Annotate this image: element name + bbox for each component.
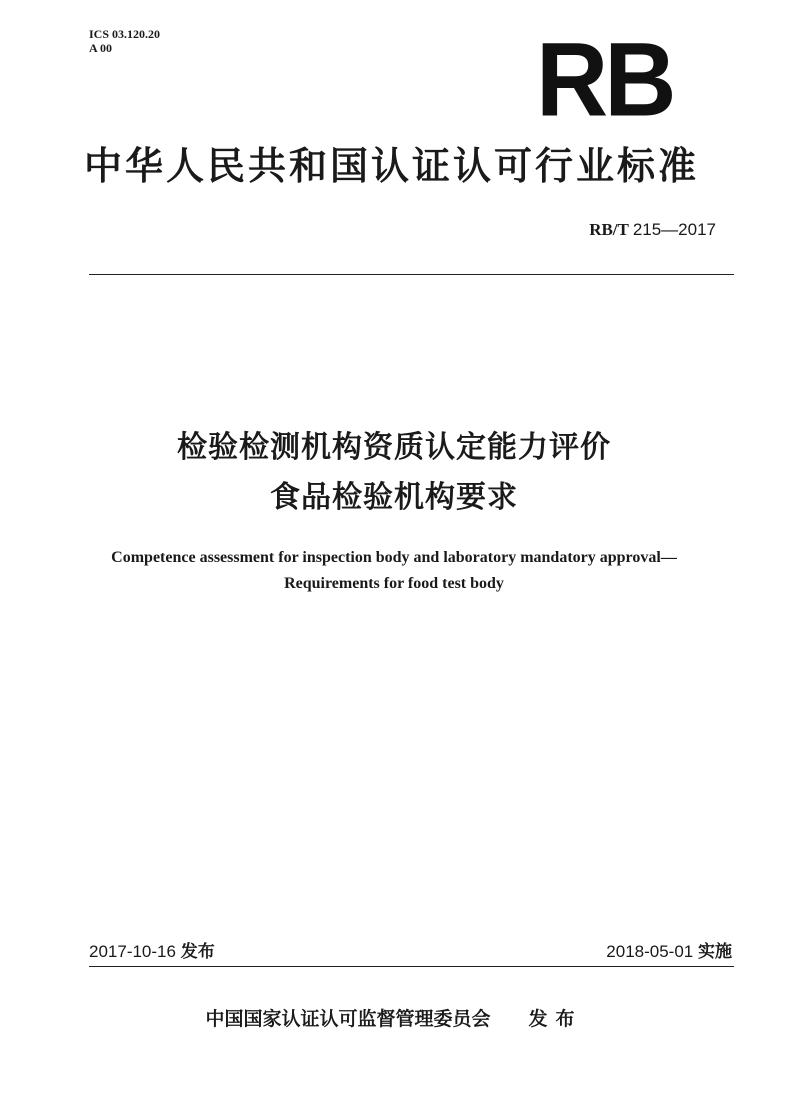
top-divider xyxy=(89,274,734,275)
cn-title-line-1: 检验检测机构资质认定能力评价 xyxy=(177,430,611,465)
standard-category-title: 中华人民共和国认证认可行业标准 xyxy=(84,144,700,188)
publisher-line xyxy=(0,1006,788,1032)
bottom-divider xyxy=(89,966,734,967)
publisher-action: 发布 xyxy=(528,1008,583,1030)
en-title-line-2: Requirements for food test body xyxy=(284,575,504,592)
rb-logo: RB xyxy=(536,40,673,120)
implement-date-label: 实施 xyxy=(698,942,732,962)
issue-date-label: 发布 xyxy=(180,942,215,962)
publisher-name: 中国国家认证认可监督管理委员会 xyxy=(205,1008,491,1030)
en-title-line-1: Competence assessment for inspection body and laboratory mandatory approval— xyxy=(111,549,677,566)
ccs-code: A 00 xyxy=(89,41,113,55)
ics-code: ICS 03.120.20 xyxy=(89,27,161,41)
issue-date xyxy=(89,941,215,963)
ics-classification xyxy=(89,27,160,55)
issue-date-value: 2017-10-16 xyxy=(89,942,176,961)
implement-date-value: 2018-05-01 xyxy=(606,942,694,961)
standard-number-value: 215—2017 xyxy=(632,220,716,239)
standard-number-prefix: RB/T xyxy=(589,220,629,239)
standard-number xyxy=(589,218,716,242)
cn-title-line-2: 食品检验机构要求 xyxy=(270,480,518,515)
implement-date xyxy=(606,941,732,963)
